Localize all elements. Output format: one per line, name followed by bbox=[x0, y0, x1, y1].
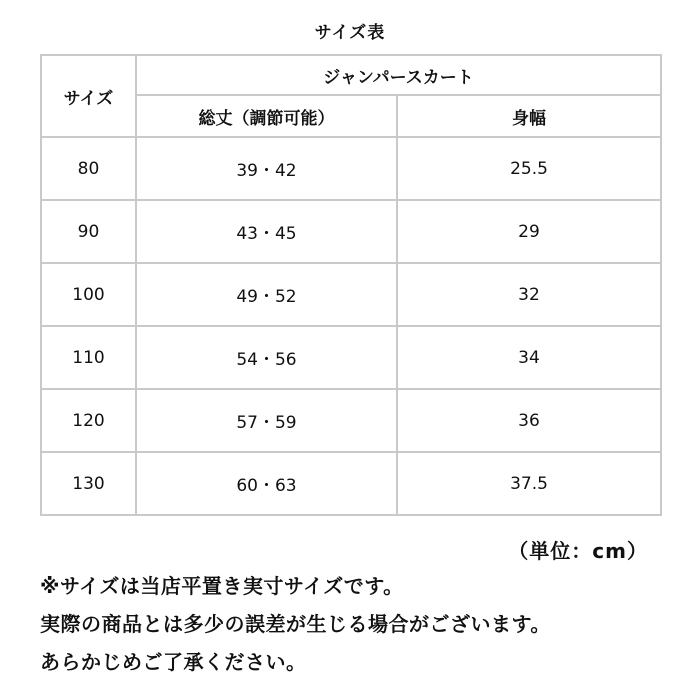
note-line: あらかじめご了承ください。 bbox=[40, 650, 307, 674]
table-row bbox=[41, 326, 661, 389]
cell-length: 49・52 bbox=[136, 263, 397, 326]
cell-width: 36 bbox=[397, 389, 661, 452]
table-row bbox=[41, 452, 661, 515]
cell-size: 120 bbox=[41, 389, 136, 452]
cell-length: 39・42 bbox=[136, 137, 397, 200]
cell-width: 25.5 bbox=[397, 137, 661, 200]
table-row bbox=[41, 263, 661, 326]
notes bbox=[40, 568, 680, 682]
note-line: 実際の商品とは多少の誤差が生じる場合がございます。 bbox=[40, 612, 551, 636]
table-header-row bbox=[41, 55, 661, 95]
size-table bbox=[40, 54, 662, 516]
cell-length: 57・59 bbox=[136, 389, 397, 452]
header-body-width: 身幅 bbox=[397, 95, 661, 137]
cell-length: 43・45 bbox=[136, 200, 397, 263]
table-row bbox=[41, 137, 661, 200]
cell-width: 29 bbox=[397, 200, 661, 263]
page-title: サイズ表 bbox=[314, 23, 386, 43]
header-size: サイズ bbox=[41, 55, 136, 137]
cell-size: 110 bbox=[41, 326, 136, 389]
unit-label: （単位：cm） bbox=[508, 539, 648, 563]
cell-length: 54・56 bbox=[136, 326, 397, 389]
cell-size: 90 bbox=[41, 200, 136, 263]
cell-size: 100 bbox=[41, 263, 136, 326]
cell-width: 34 bbox=[397, 326, 661, 389]
cell-length: 60・63 bbox=[136, 452, 397, 515]
note-line: ※サイズは当店平置き実寸サイズです。 bbox=[40, 574, 404, 598]
header-total-length: 総丈（調節可能） bbox=[136, 95, 397, 137]
cell-size: 130 bbox=[41, 452, 136, 515]
cell-width: 32 bbox=[397, 263, 661, 326]
cell-width: 37.5 bbox=[397, 452, 661, 515]
table-row bbox=[41, 200, 661, 263]
cell-size: 80 bbox=[41, 137, 136, 200]
header-jumper-skirt: ジャンパースカート bbox=[136, 55, 661, 95]
table-row bbox=[41, 389, 661, 452]
